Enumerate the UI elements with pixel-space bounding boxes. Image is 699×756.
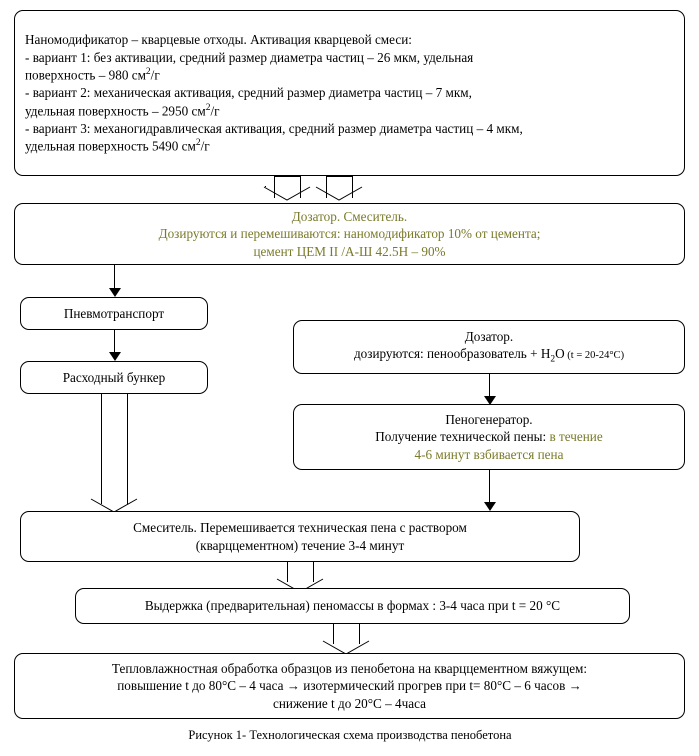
dozator-mixer-line-1: Дозатор. Смеситель. [291, 208, 408, 224]
node-smesitel [20, 511, 580, 562]
dozator-mixer-line-3: цемент ЦЕМ II /А-Ш 42.5Н – 90% [253, 243, 446, 259]
node-vyderzhka [75, 588, 630, 624]
node-dozator-foam [293, 320, 685, 374]
pnevmotransport-label: Пневмотранспорт [63, 305, 165, 321]
dozator-foam-line-1: Дозатор. [464, 328, 514, 344]
nanomodifier-line-2: - вариант 1: без активации, средний размер диаметра частиц – 26 мкм, удельная поверхность – 980 $см^2/г$ [25, 49, 474, 83]
vyderzhka-label: Выдержка (предварительная) пеномассы в формах : 3-4 часа при t = 20 °С [144, 598, 561, 614]
penogenerator-line-3: 4-6 минут взбивается пена [414, 446, 564, 462]
dozator-mixer-line-2: Дозируются и перемешиваются: наномодификатор 10% от цемента; [158, 226, 541, 242]
node-penogenerator [293, 404, 685, 470]
figure-caption: Рисунок 1- Технологическая схема производства пенобетона [188, 728, 512, 742]
arrow-head-icon [263, 186, 311, 202]
arrow-head-icon [315, 186, 363, 202]
rashodny-bunker-label: Расходный бункер [62, 369, 166, 385]
smesitel-line-2: (кварццементном) течение 3-4 минут [195, 537, 405, 553]
teplovlazh-line-1: Тепловлажностная обработка образцов из пенобетона на кварццементном вяжущем: [111, 660, 588, 676]
dozator-foam-line-2: дозируются: пенообразователь + $H_2O$ (t = 20-24°C) [353, 346, 625, 365]
node-teplovlazhnostnaya-obrabotka [14, 653, 685, 719]
nanomodifier-line-3: - вариант 2: механическая активация, средний размер диаметра частиц – 7 мкм, удельная поверхность – 2950 $см^2/г$ [25, 85, 472, 118]
teplovlazh-line-2: повышение t до 80°С – 4 часа → изотермический прогрев при t= 80°С – 6 часов → [117, 678, 582, 694]
node-dozator-mixer [14, 203, 685, 265]
node-pnevmotransport [20, 297, 208, 330]
nanomodifier-line-4: - вариант 3: механогидравлическая активация, средний размер диаметра частиц – 4 мкм, удельная поверхность 5490 $см^2/г$ [25, 120, 523, 154]
penogenerator-line-2: Получение технической пены: в течение [375, 429, 603, 445]
node-rashodny-bunker [20, 361, 208, 394]
nanomodifier-line-1: Наномодификатор – кварцевые отходы. Активация кварцевой смеси: [25, 32, 412, 47]
penogenerator-line-1: Пеногенератор. [445, 411, 533, 427]
node-nanomodifier [14, 10, 685, 176]
teplovlazh-line-3: снижение t до 20°С – 4часа [273, 695, 426, 711]
smesitel-line-1: Смеситель. Перемешивается техническая пена с раствором [133, 519, 467, 535]
